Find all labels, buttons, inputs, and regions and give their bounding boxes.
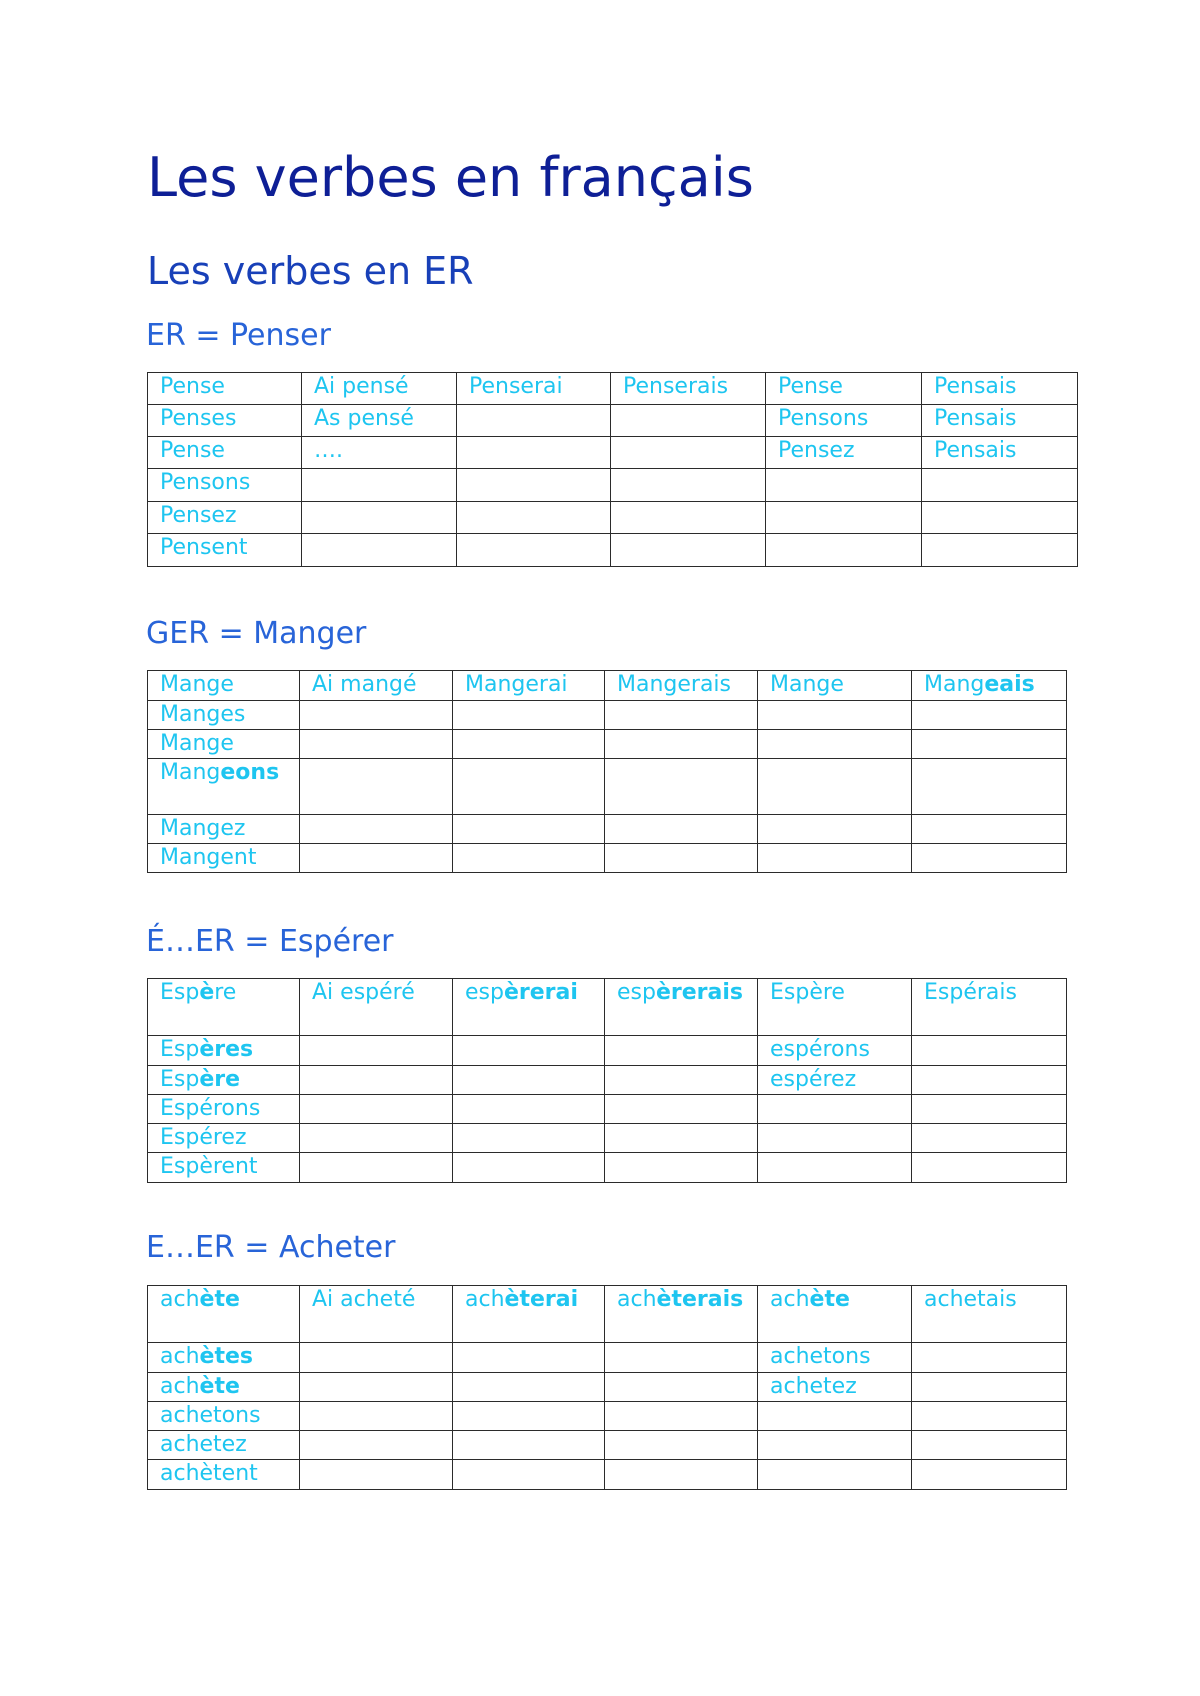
table-cell	[300, 701, 453, 730]
table-cell	[457, 405, 611, 437]
table-row	[148, 1402, 1067, 1431]
cell-text: Pensais	[934, 374, 1017, 399]
table-cell	[453, 1286, 605, 1343]
table-cell	[758, 1460, 912, 1490]
table-cell	[457, 502, 611, 534]
table-cell	[912, 671, 1067, 701]
table-cell	[605, 1402, 758, 1431]
table-row	[148, 1036, 1067, 1066]
cell-text: Pensez	[778, 438, 855, 463]
cell-text: achetais	[924, 1287, 1017, 1312]
table-cell	[148, 1036, 300, 1066]
table-row	[148, 815, 1067, 844]
table-cell	[300, 1460, 453, 1490]
table-cell	[148, 730, 300, 759]
table-cell	[758, 1036, 912, 1066]
table-cell	[302, 373, 457, 405]
cell-text: Penserai	[469, 374, 563, 399]
cell-text: Mang	[924, 672, 985, 697]
table-cell	[922, 437, 1078, 469]
cell-text: Ai pensé	[314, 374, 409, 399]
table-row	[148, 701, 1067, 730]
cell-text-bold: ère	[199, 1067, 241, 1092]
table-row	[148, 1460, 1067, 1490]
table-cell	[922, 469, 1078, 502]
cell-text: Pense	[778, 374, 843, 399]
cell-text: Pensais	[934, 406, 1017, 431]
cell-text: Espère	[770, 980, 845, 1005]
table-row	[148, 534, 1078, 567]
table-cell	[766, 405, 922, 437]
table-cell	[605, 815, 758, 844]
cell-text: Manges	[160, 702, 246, 727]
cell-text: Mangent	[160, 845, 257, 870]
cell-text: Pensons	[160, 470, 251, 495]
table-cell	[605, 1095, 758, 1124]
table-row	[148, 1286, 1067, 1343]
table-cell	[148, 1286, 300, 1343]
cell-text-bold: èrerai	[503, 980, 578, 1005]
table-cell	[148, 437, 302, 469]
table-cell	[453, 1095, 605, 1124]
table-cell	[758, 1286, 912, 1343]
table-cell	[605, 671, 758, 701]
conjugation-table-manger	[147, 670, 1067, 873]
table-cell	[605, 1124, 758, 1153]
table-row	[148, 469, 1078, 502]
cell-text: espérons	[770, 1037, 870, 1062]
cell-text-bold: èterai	[504, 1287, 579, 1312]
table-cell	[148, 1402, 300, 1431]
cell-text: As pensé	[314, 406, 414, 431]
table-cell	[300, 979, 453, 1036]
table-cell	[148, 373, 302, 405]
cell-text: Esp	[160, 980, 200, 1005]
table-cell	[605, 1286, 758, 1343]
table-cell	[300, 1402, 453, 1431]
table-cell	[912, 815, 1067, 844]
table-row	[148, 437, 1078, 469]
table-cell	[912, 1373, 1067, 1402]
table-cell	[300, 1066, 453, 1095]
table-cell	[300, 815, 453, 844]
cell-text: Penserais	[623, 374, 729, 399]
table-cell	[912, 1431, 1067, 1460]
cell-text: ach	[160, 1374, 200, 1399]
section-heading-manger: GER = Manger	[146, 616, 367, 651]
cell-text: Mange	[770, 672, 844, 697]
table-row	[148, 405, 1078, 437]
table-cell	[148, 502, 302, 534]
cell-text: Penses	[160, 406, 237, 431]
table-cell	[300, 671, 453, 701]
table-cell	[148, 759, 300, 815]
table-cell	[300, 1343, 453, 1373]
cell-text: achètent	[160, 1461, 258, 1486]
table-cell	[300, 1286, 453, 1343]
table-cell	[766, 534, 922, 567]
table-cell	[758, 759, 912, 815]
table-cell	[453, 730, 605, 759]
cell-text-bold: ères	[199, 1037, 254, 1062]
table-cell	[302, 469, 457, 502]
cell-text-bold: ète	[199, 1287, 240, 1312]
cell-text: Espérons	[160, 1096, 261, 1121]
cell-text: Mange	[160, 672, 234, 697]
table-cell	[605, 759, 758, 815]
table-cell	[912, 1036, 1067, 1066]
table-cell	[922, 405, 1078, 437]
table-cell	[912, 1286, 1067, 1343]
table-row	[148, 1066, 1067, 1095]
table-cell	[300, 759, 453, 815]
cell-text: Pensez	[160, 503, 237, 528]
table-cell	[912, 1343, 1067, 1373]
table-cell	[605, 1431, 758, 1460]
table-cell	[611, 469, 766, 502]
cell-text: esp	[617, 980, 656, 1005]
cell-text: ach	[770, 1287, 810, 1312]
table-cell	[148, 979, 300, 1036]
cell-text-bold: è	[199, 980, 215, 1005]
table-cell	[457, 373, 611, 405]
table-cell	[766, 373, 922, 405]
table-cell	[453, 1373, 605, 1402]
table-cell	[300, 1431, 453, 1460]
table-cell	[453, 671, 605, 701]
table-cell	[605, 1066, 758, 1095]
table-cell	[453, 701, 605, 730]
table-cell	[758, 730, 912, 759]
table-cell	[758, 815, 912, 844]
table-cell	[453, 979, 605, 1036]
table-cell	[148, 844, 300, 873]
table-cell	[758, 1343, 912, 1373]
page-title: Les verbes en français	[147, 146, 754, 209]
table-cell	[611, 534, 766, 567]
cell-text: Esp	[160, 1067, 200, 1092]
table-cell	[611, 502, 766, 534]
table-cell	[758, 1124, 912, 1153]
table-cell	[605, 730, 758, 759]
table-cell	[605, 979, 758, 1036]
cell-text: Pensons	[778, 406, 869, 431]
table-cell	[912, 844, 1067, 873]
table-cell	[148, 534, 302, 567]
table-cell	[758, 1431, 912, 1460]
table-cell	[605, 1460, 758, 1490]
table-cell	[758, 671, 912, 701]
cell-text: Mangez	[160, 816, 246, 841]
table-row	[148, 1124, 1067, 1153]
cell-text: achetez	[770, 1374, 857, 1399]
table-row	[148, 979, 1067, 1036]
table-cell	[605, 701, 758, 730]
table-cell	[453, 1343, 605, 1373]
table-cell	[453, 1460, 605, 1490]
cell-text-bold: ète	[199, 1374, 240, 1399]
table-cell	[148, 1343, 300, 1373]
table-cell	[611, 405, 766, 437]
table-row	[148, 759, 1067, 815]
table-cell	[453, 759, 605, 815]
table-cell	[605, 1343, 758, 1373]
table-row	[148, 502, 1078, 534]
cell-text: Mang	[160, 760, 221, 785]
cell-text: Pense	[160, 374, 225, 399]
cell-text: achetez	[160, 1432, 247, 1457]
table-cell	[453, 844, 605, 873]
cell-text: ….	[314, 438, 343, 463]
table-cell	[766, 437, 922, 469]
table-cell	[912, 1402, 1067, 1431]
table-cell	[148, 1431, 300, 1460]
table-cell	[300, 1036, 453, 1066]
cell-text: achetons	[160, 1403, 261, 1428]
section-heading-esperer: É…ER = Espérer	[146, 924, 394, 959]
table-cell	[148, 1095, 300, 1124]
cell-text: ach	[465, 1287, 505, 1312]
table-row	[148, 671, 1067, 701]
cell-text-bold: eons	[220, 760, 280, 785]
cell-text: Ai mangé	[312, 672, 417, 697]
table-cell	[148, 469, 302, 502]
subtitle: Les verbes en ER	[147, 249, 474, 293]
table-cell	[148, 1066, 300, 1095]
table-row	[148, 1373, 1067, 1402]
table-cell	[300, 1124, 453, 1153]
table-cell	[453, 815, 605, 844]
table-cell	[457, 534, 611, 567]
table-cell	[912, 1460, 1067, 1490]
table-row	[148, 730, 1067, 759]
table-cell	[300, 1373, 453, 1402]
cell-text-bold: eais	[984, 672, 1035, 697]
cell-text: ach	[160, 1344, 200, 1369]
table-cell	[912, 1095, 1067, 1124]
cell-text: Espèrent	[160, 1154, 258, 1179]
table-cell	[605, 1036, 758, 1066]
table-cell	[302, 534, 457, 567]
table-cell	[300, 844, 453, 873]
table-cell	[148, 1124, 300, 1153]
table-cell	[453, 1066, 605, 1095]
table-cell	[912, 1066, 1067, 1095]
table-row	[148, 373, 1078, 405]
table-cell	[611, 437, 766, 469]
cell-text: Espérez	[160, 1125, 247, 1150]
table-cell	[605, 1153, 758, 1183]
table-cell	[912, 1153, 1067, 1183]
cell-text: ach	[160, 1287, 200, 1312]
table-cell	[766, 469, 922, 502]
table-cell	[148, 1153, 300, 1183]
cell-text: Pense	[160, 438, 225, 463]
table-cell	[148, 1373, 300, 1402]
cell-text-bold: èterais	[656, 1287, 744, 1312]
cell-text: re	[214, 980, 237, 1005]
table-cell	[453, 1402, 605, 1431]
table-cell	[300, 1153, 453, 1183]
cell-text-bold: ètes	[199, 1344, 253, 1369]
table-cell	[912, 730, 1067, 759]
table-cell	[758, 701, 912, 730]
cell-text: Pensent	[160, 535, 248, 560]
table-cell	[300, 730, 453, 759]
table-cell	[148, 405, 302, 437]
table-cell	[605, 844, 758, 873]
table-cell	[605, 1373, 758, 1402]
table-cell	[302, 405, 457, 437]
conjugation-table-esperer	[147, 978, 1067, 1183]
table-row	[148, 1343, 1067, 1373]
table-cell	[758, 1153, 912, 1183]
table-cell	[300, 1095, 453, 1124]
table-cell	[453, 1431, 605, 1460]
table-cell	[148, 671, 300, 701]
table-cell	[148, 815, 300, 844]
table-cell	[758, 1402, 912, 1431]
cell-text: Ai espéré	[312, 980, 415, 1005]
table-cell	[912, 759, 1067, 815]
cell-text-bold: ète	[809, 1287, 850, 1312]
table-cell	[457, 469, 611, 502]
cell-text: Mange	[160, 731, 234, 756]
table-cell	[922, 373, 1078, 405]
table-cell	[912, 1124, 1067, 1153]
cell-text: Pensais	[934, 438, 1017, 463]
table-cell	[758, 1373, 912, 1402]
table-cell	[453, 1124, 605, 1153]
cell-text-bold: èrerais	[655, 980, 743, 1005]
table-cell	[453, 1036, 605, 1066]
table-cell	[922, 502, 1078, 534]
cell-text: Ai acheté	[312, 1287, 416, 1312]
table-cell	[302, 437, 457, 469]
table-row	[148, 844, 1067, 873]
table-cell	[148, 701, 300, 730]
table-row	[148, 1153, 1067, 1183]
table-cell	[758, 979, 912, 1036]
cell-text: Esp	[160, 1037, 200, 1062]
cell-text: Espérais	[924, 980, 1017, 1005]
cell-text: esp	[465, 980, 504, 1005]
table-cell	[912, 701, 1067, 730]
table-cell	[758, 844, 912, 873]
table-cell	[302, 502, 457, 534]
table-cell	[758, 1095, 912, 1124]
conjugation-table-penser	[147, 372, 1078, 567]
table-cell	[922, 534, 1078, 567]
section-heading-acheter: E…ER = Acheter	[146, 1230, 396, 1265]
table-cell	[611, 373, 766, 405]
cell-text: ach	[617, 1287, 657, 1312]
conjugation-table-acheter	[147, 1285, 1067, 1490]
table-cell	[453, 1153, 605, 1183]
table-cell	[457, 437, 611, 469]
table-cell	[766, 502, 922, 534]
section-heading-penser: ER = Penser	[146, 318, 331, 353]
cell-text: achetons	[770, 1344, 871, 1369]
table-cell	[758, 1066, 912, 1095]
table-row	[148, 1431, 1067, 1460]
cell-text: Mangerai	[465, 672, 568, 697]
table-cell	[148, 1460, 300, 1490]
cell-text: espérez	[770, 1067, 857, 1092]
table-row	[148, 1095, 1067, 1124]
table-cell	[912, 979, 1067, 1036]
cell-text: Mangerais	[617, 672, 732, 697]
